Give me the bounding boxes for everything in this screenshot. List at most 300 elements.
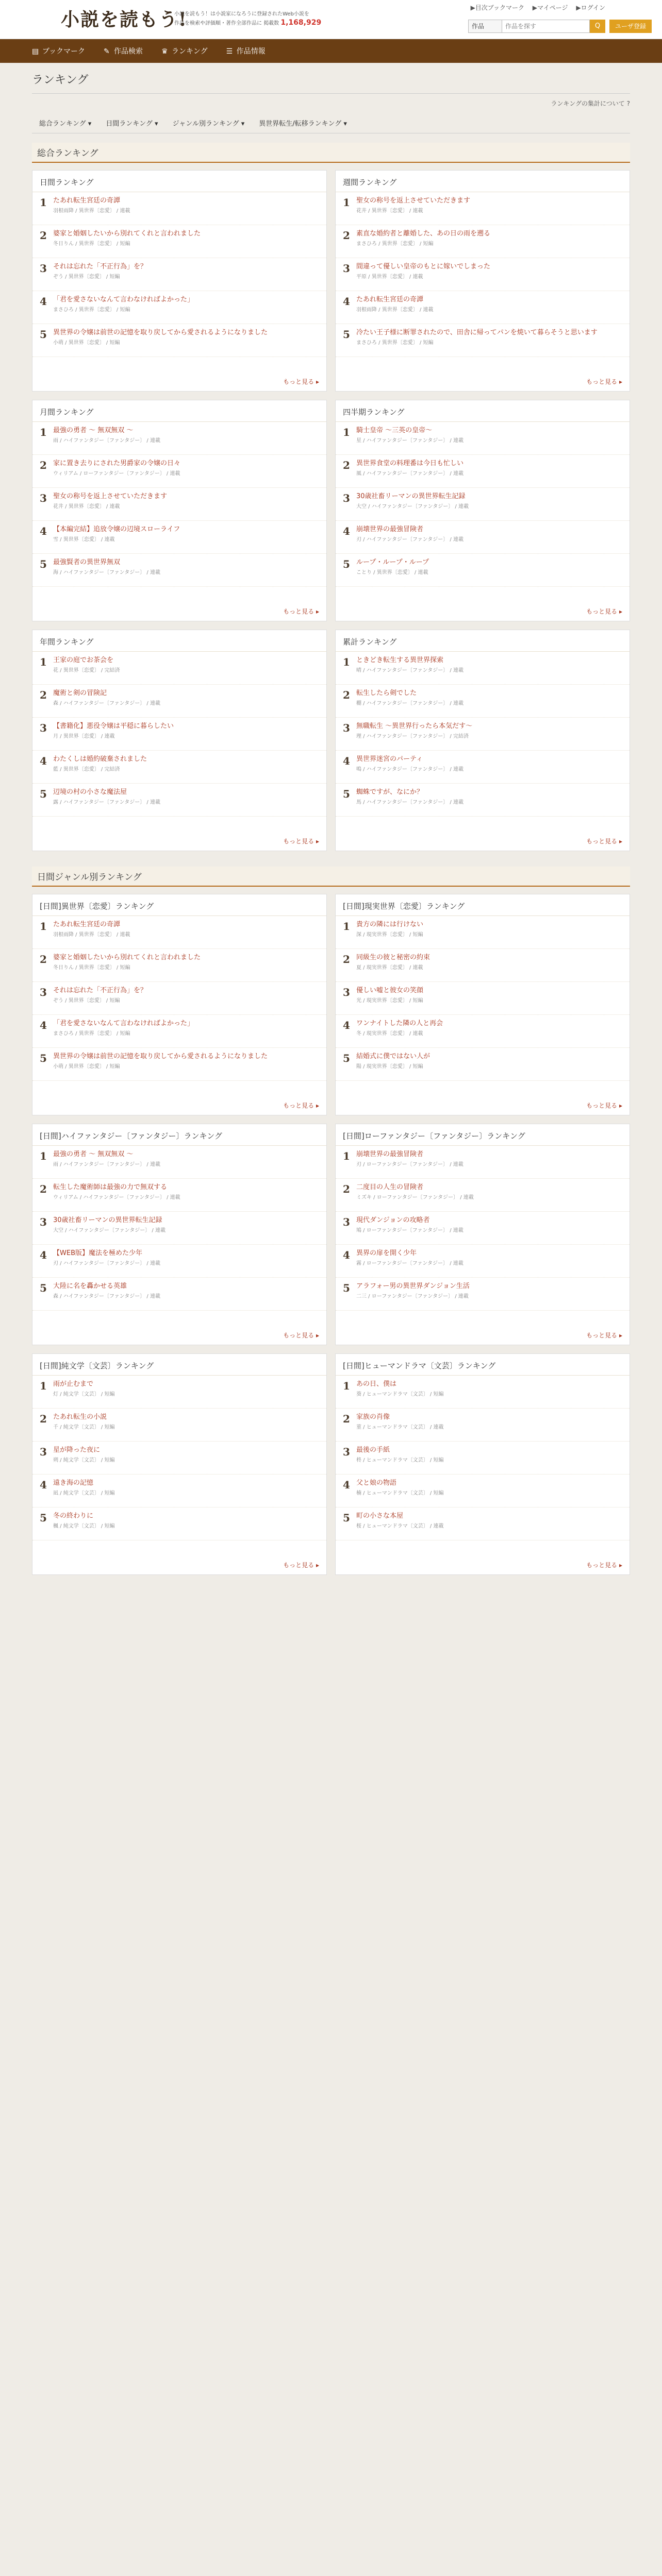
rank-number: 1 [343, 1380, 350, 1392]
ranking-entry [32, 1442, 326, 1475]
rank-number: 1 [40, 196, 47, 209]
novel-title-link[interactable]: たあれ転生宮廷の奇譚 [53, 921, 121, 928]
login-link[interactable]: ▶ログイン [576, 4, 605, 11]
novel-meta: 菫 / ヒューマンドラマ〔文芸〕 / 連載 [356, 1425, 444, 1430]
novel-meta: ぞう / 異世界〔恋愛〕 / 短編 [53, 274, 120, 280]
rank-number: 2 [343, 459, 350, 471]
entry-body [53, 1413, 319, 1437]
novel-title-link[interactable]: 遠き海の記憶 [53, 1479, 94, 1487]
ranking-entry [336, 225, 630, 258]
main-nav [0, 39, 662, 63]
more-link[interactable]: もっと見る ▸ [586, 378, 622, 385]
more-link[interactable]: もっと見る ▸ [283, 1562, 319, 1569]
rank-number: 1 [40, 656, 47, 668]
novel-meta: 冬日りん / 異世界〔恋愛〕 / 短編 [53, 965, 130, 971]
more-link[interactable]: もっと見る ▸ [586, 1562, 622, 1569]
novel-meta: 羽根雨降 / 異世界〔恋愛〕 / 連載 [53, 208, 130, 214]
rank-number: 5 [343, 1282, 350, 1294]
novel-meta: 馬 / ハイファンタジー〔ファンタジー〕 / 連載 [356, 800, 464, 805]
rank-number: 4 [343, 1249, 350, 1261]
ranking-entry [32, 1015, 326, 1048]
entry-body [356, 492, 622, 516]
ranking-tabs [32, 113, 630, 133]
novel-title-link[interactable]: 転生したら剣でした [356, 689, 417, 697]
novel-title-link[interactable]: ときどき転生する異世界探索 [356, 656, 444, 664]
ranking-box-title: [日間]ローファンタジー〔ファンタジー〕ランキング [336, 1124, 630, 1146]
rank-number: 1 [343, 656, 350, 668]
search-type-select[interactable]: 作品 [468, 20, 502, 33]
ranking-box [32, 170, 327, 392]
entry-body [53, 1150, 319, 1174]
entry-body [53, 229, 319, 253]
search-input[interactable] [502, 20, 590, 33]
nav-item-0[interactable] [32, 46, 85, 56]
ranking-entry [336, 291, 630, 324]
ranking-entry [336, 685, 630, 718]
ranking-box [32, 1353, 327, 1575]
novel-title-link[interactable]: 「君を愛さないなんて言わなければよかった」 [53, 296, 194, 303]
nav-item-label: 作品情報 [236, 47, 266, 56]
novel-title-link[interactable]: 家に置き去りにされた男爵家の令嬢の日々 [53, 460, 181, 467]
ranking-box [32, 400, 327, 621]
entry-body [356, 328, 622, 352]
novel-title-link[interactable]: 魔術と剣の冒険記 [53, 689, 107, 697]
novel-title-link[interactable]: 素直な婚約者と離婚した、あの日の雨を遡る [356, 230, 491, 238]
rank-number: 1 [40, 426, 47, 438]
rank-number: 2 [343, 229, 350, 242]
ranking-box-title: 年間ランキング [32, 630, 326, 652]
novel-meta: 柊 / ヒューマンドラマ〔文芸〕 / 短編 [356, 1458, 444, 1463]
ranking-entry [336, 1507, 630, 1540]
entry-body [356, 920, 622, 944]
ranking-entry [336, 718, 630, 751]
ranking-entry [32, 1212, 326, 1245]
site-tagline: 小説を読もう！は小説家になろうに登録されたWeb小説を 作品を検索や評価順・著作全部作品に 掲載数 1,168,929 [174, 11, 322, 27]
rank-number: 3 [343, 1446, 350, 1458]
novel-title-link[interactable]: 最強の勇者 ～ 無双無双 ～ [53, 1150, 134, 1158]
novel-meta: 灯 / 純文学〔文芸〕 / 短編 [53, 1392, 115, 1397]
list-icon: ☰ [226, 47, 233, 56]
book-icon: ▤ [32, 47, 39, 56]
ranking-box-title: [日間]ハイファンタジー〔ファンタジー〕ランキング [32, 1124, 326, 1146]
rank-number: 3 [40, 722, 47, 734]
novel-meta: ウィリアム / ハイファンタジー〔ファンタジー〕 / 連載 [53, 1195, 180, 1200]
novel-meta: 葵 / ヒューマンドラマ〔文芸〕 / 短編 [356, 1392, 444, 1397]
ranking-tab-1[interactable]: 日間ランキング ▾ [106, 120, 158, 128]
entry-body [53, 1052, 319, 1076]
novel-meta: 深 / 現実世界〔恋愛〕 / 短編 [356, 932, 423, 938]
novel-title-link[interactable]: 辺境の村の小さな魔法屋 [53, 788, 127, 796]
rank-number: 1 [343, 426, 350, 438]
novel-title-link[interactable]: アラフォー男の異世界ダンジョン生活 [356, 1282, 470, 1290]
site-header [0, 0, 662, 39]
ranking-entry [32, 554, 326, 587]
rank-number: 3 [40, 986, 47, 998]
novel-meta: まさひろ / 異世界〔恋愛〕 / 短編 [356, 241, 434, 247]
novel-title-link[interactable]: 間違って優しい皇帝のもとに嫁いでしまった [356, 263, 491, 270]
entry-body [53, 558, 319, 582]
novel-title-link[interactable]: 雨が止むまで [53, 1380, 94, 1388]
nav-item-1[interactable] [104, 46, 143, 56]
entry-body [356, 1413, 622, 1437]
ranking-section [32, 867, 630, 1583]
ranking-box-title: 月間ランキング [32, 400, 326, 422]
entry-body [53, 953, 319, 977]
novel-meta: ウィリアム / ローファンタジー〔ファンタジー〕 / 連載 [53, 471, 180, 477]
novel-title-link[interactable]: 30歳社畜リーマンの異世界転生記録 [356, 493, 466, 500]
novel-meta: 森 / ハイファンタジー〔ファンタジー〕 / 連載 [53, 1294, 160, 1299]
novel-title-link[interactable]: 【書籍化】悪役令嬢は平穏に暮らしたい [53, 722, 174, 730]
ranking-entry [336, 1048, 630, 1081]
rank-number: 2 [40, 1183, 47, 1195]
novel-title-link[interactable]: 蜘蛛ですが、なにか？ [356, 788, 424, 796]
entry-body [53, 459, 319, 483]
more-link[interactable]: もっと見る ▸ [283, 1102, 319, 1109]
novel-meta: 大空 / ハイファンタジー〔ファンタジー〕 / 連載 [356, 504, 469, 510]
ranking-entry [336, 916, 630, 949]
novel-title-link[interactable]: 冬の終わりに [53, 1512, 94, 1520]
ranking-box [335, 630, 630, 851]
novel-title-link[interactable]: 星が降った夜に [53, 1446, 101, 1454]
entry-body [356, 1216, 622, 1240]
rank-number: 3 [343, 262, 350, 275]
novel-title-link[interactable]: 最強賢者の異世界無双 [53, 558, 121, 566]
entry-body [356, 1052, 622, 1076]
entry-body [53, 525, 319, 549]
rank-number: 2 [40, 459, 47, 471]
novel-title-link[interactable]: 現代ダンジョンの攻略者 [356, 1216, 430, 1224]
ranking-entry [32, 422, 326, 455]
novel-meta: 霧 / ローファンタジー〔ファンタジー〕 / 連載 [356, 1261, 464, 1266]
novel-meta: 朔 / 純文学〔文芸〕 / 短編 [53, 1458, 115, 1463]
rank-number: 4 [40, 1019, 47, 1031]
novel-meta: 雨 / ハイファンタジー〔ファンタジー〕 / 連載 [53, 438, 160, 444]
ranking-box-title: 日間ランキング [32, 171, 326, 192]
ranking-entry [32, 949, 326, 982]
ranking-box-title: [日間]ヒューマンドラマ〔文芸〕ランキング [336, 1354, 630, 1376]
mypage-link[interactable]: ▶マイページ [532, 4, 568, 11]
more-link[interactable]: もっと見る ▸ [283, 838, 319, 845]
novel-title-link[interactable]: あの日、僕は [356, 1380, 397, 1388]
ranking-entry [336, 455, 630, 488]
novel-title-link[interactable]: 結婚式に僕ではない人が [356, 1053, 431, 1060]
novel-meta: 光 / 現実世界〔恋愛〕 / 短編 [356, 998, 423, 1004]
novel-title-link[interactable]: 家族の肖像 [356, 1413, 390, 1421]
novel-meta: 凪 / 純文学〔文芸〕 / 短編 [53, 1490, 115, 1496]
entry-body [53, 1019, 319, 1043]
novel-title-link[interactable]: 婆家と婚姻したいから別れてくれと言われました [53, 954, 201, 961]
ranking-entry [32, 784, 326, 817]
novel-meta: 藍 / 異世界〔恋愛〕 / 完結済 [53, 767, 120, 772]
ranking-box-title: 累計ランキング [336, 630, 630, 652]
ranking-entry [32, 718, 326, 751]
rank-number: 2 [40, 689, 47, 701]
ranking-entry [336, 521, 630, 554]
entry-body [356, 196, 622, 221]
novel-title-link[interactable]: 冷たい王子様に断罪されたので、田舎に帰ってパンを焼いて暮らそうと思います [356, 329, 598, 336]
ranking-box [335, 1353, 630, 1575]
novel-meta: ぞう / 異世界〔恋愛〕 / 短編 [53, 998, 120, 1004]
novel-title-link[interactable]: それは忘れた「不正行為」を？ [53, 987, 147, 994]
novel-title-link[interactable]: 【WEB版】魔法を極めた少年 [53, 1249, 142, 1257]
rank-number: 5 [40, 1512, 47, 1524]
novel-title-link[interactable]: 崩壊世界の最強冒険者 [356, 526, 424, 533]
entry-body [53, 1216, 319, 1240]
entry-body [53, 1282, 319, 1306]
ranking-box-title: 四半期ランキング [336, 400, 630, 422]
novel-title-link[interactable]: 貴方の隣には行けない [356, 921, 424, 928]
novel-title-link[interactable]: 同級生の彼と秘密の約束 [356, 954, 431, 961]
novel-meta: 星 / ハイファンタジー〔ファンタジー〕 / 連載 [356, 438, 464, 444]
ranking-entry [336, 422, 630, 455]
ranking-entry [336, 949, 630, 982]
entry-body [53, 920, 319, 944]
novel-title-link[interactable]: 30歳社畜リーマンの異世界転生記録 [53, 1216, 162, 1224]
ranking-entry [32, 685, 326, 718]
entry-body [53, 1446, 319, 1470]
novel-meta: 二三 / ローファンタジー〔ファンタジー〕 / 連載 [356, 1294, 469, 1299]
entry-body [53, 788, 319, 812]
novel-title-link[interactable]: 「君を愛さないなんて言わなければよかった」 [53, 1020, 194, 1027]
search-box [468, 20, 605, 33]
header-links [465, 3, 605, 12]
novel-meta: まさひろ / 異世界〔恋愛〕 / 短編 [53, 1031, 130, 1037]
ranking-entry [32, 455, 326, 488]
novel-title-link[interactable]: 異世界の令嬢は前世の記憶を取り戻してから愛されるようになりました [53, 1053, 268, 1060]
entry-body [53, 986, 319, 1010]
ranking-box [335, 400, 630, 621]
entry-body [53, 1512, 319, 1536]
novel-title-link[interactable]: 町の小さな本屋 [356, 1512, 404, 1520]
novel-title-link[interactable]: わたくしは婚約破棄されました [53, 755, 147, 763]
ranking-entry [336, 1376, 630, 1409]
novel-meta: 鳩 / ローファンタジー〔ファンタジー〕 / 連載 [356, 1228, 464, 1233]
ranking-box [335, 170, 630, 392]
ranking-page [32, 63, 630, 1583]
novel-title-link[interactable]: 転生した魔術師は最強の力で無双する [53, 1183, 168, 1191]
ranking-entry [32, 1278, 326, 1311]
rank-number: 4 [40, 525, 47, 537]
entry-body [53, 755, 319, 779]
rank-number: 3 [343, 722, 350, 734]
crown-icon: ♛ [161, 47, 168, 56]
novel-title-link[interactable]: 聖女の称号を返上させていただきます [53, 493, 168, 500]
ranking-box [32, 894, 327, 1115]
novel-title-link[interactable]: 異界の扉を開く少年 [356, 1249, 417, 1257]
rank-number: 5 [343, 788, 350, 800]
ranking-tab-2[interactable]: ジャンル別ランキング ▾ [172, 120, 245, 128]
ranking-entry [32, 291, 326, 324]
novel-meta: 小萌 / 異世界〔恋愛〕 / 短編 [53, 1064, 120, 1070]
novel-meta: 月 / 異世界〔恋愛〕 / 連載 [53, 734, 115, 739]
entry-body [53, 722, 319, 746]
novel-title-link[interactable]: 聖女の称号を返上させていただきます [356, 197, 471, 205]
rank-number: 5 [343, 558, 350, 570]
novel-title-link[interactable]: 最後の手紙 [356, 1446, 390, 1454]
ranking-box-title: [日間]現実世界〔恋愛〕ランキング [336, 894, 630, 916]
ranking-entry [32, 652, 326, 685]
novel-title-link[interactable]: たあれ転生宮廷の奇譚 [53, 197, 121, 205]
rank-number: 3 [343, 492, 350, 504]
novel-title-link[interactable]: 二度目の人生の冒険者 [356, 1183, 424, 1191]
rank-number: 1 [343, 1150, 350, 1162]
ranking-entry [336, 488, 630, 521]
entry-body [356, 426, 622, 450]
novel-meta: 花井 / 異世界〔恋愛〕 / 連載 [53, 504, 120, 510]
nav-item-2[interactable] [161, 46, 208, 56]
rank-number: 1 [40, 1150, 47, 1162]
novel-meta: ことり / 異世界〔恋愛〕 / 連載 [356, 570, 428, 575]
novel-title-link[interactable]: 【本編完結】追放令嬢の辺境スローライフ [53, 526, 180, 533]
novel-meta: 大空 / ハイファンタジー〔ファンタジー〕 / 連載 [53, 1228, 166, 1233]
entry-body [356, 262, 622, 286]
entry-body [356, 1282, 622, 1306]
rank-number: 1 [343, 920, 350, 933]
novel-title-link[interactable]: 異世界食堂の料理番は今日も忙しい [356, 460, 464, 467]
ranking-entry [336, 1015, 630, 1048]
entry-body [356, 459, 622, 483]
rank-number: 3 [343, 1216, 350, 1228]
ranking-entry [336, 1409, 630, 1442]
novel-meta: 羽根雨降 / 異世界〔恋愛〕 / 連載 [53, 932, 130, 938]
novel-meta: 平原 / 異世界〔恋愛〕 / 連載 [356, 274, 423, 280]
novel-title-link[interactable]: ワンナイトした隣の人と再会 [356, 1020, 443, 1027]
rank-number: 5 [40, 1052, 47, 1064]
ranking-box-title: [日間]純文学〔文芸〕ランキング [32, 1354, 326, 1376]
rank-number: 2 [343, 953, 350, 965]
ranking-entry [336, 324, 630, 357]
novel-meta: 楓 / 純文学〔文芸〕 / 短編 [53, 1523, 115, 1529]
novel-title-link[interactable]: 父と娘の物語 [356, 1479, 397, 1487]
novel-meta: 冬日りん / 異世界〔恋愛〕 / 短編 [53, 241, 130, 247]
entry-body [53, 1183, 319, 1207]
site-logo[interactable]: 小説を読もう! [61, 9, 188, 30]
entry-body [53, 262, 319, 286]
entry-body [356, 525, 622, 549]
novel-title-link[interactable]: ループ・ループ・ループ [356, 558, 429, 566]
novel-meta: 刃 / ハイファンタジー〔ファンタジー〕 / 連載 [53, 1261, 160, 1266]
entry-body [53, 196, 319, 221]
more-link[interactable]: もっと見る ▸ [283, 608, 319, 615]
novel-meta: 夏 / 現実世界〔恋愛〕 / 連載 [356, 965, 423, 971]
entry-body [53, 426, 319, 450]
entry-body [356, 788, 622, 812]
more-link[interactable]: もっと見る ▸ [283, 378, 319, 385]
rank-number: 3 [343, 986, 350, 998]
novel-title-link[interactable]: たあれ転生の小説 [53, 1413, 107, 1421]
entry-body [356, 1512, 622, 1536]
ranking-tab-0[interactable]: 総合ランキング ▾ [39, 120, 92, 128]
ranking-entry [32, 1409, 326, 1442]
entry-body [356, 1183, 622, 1207]
novel-meta: 刃 / ハイファンタジー〔ファンタジー〕 / 連載 [356, 537, 464, 543]
entry-body [356, 755, 622, 779]
ranking-entry [32, 192, 326, 225]
novel-title-link[interactable]: 異世界迷宮のパーティ [356, 755, 423, 763]
ranking-entry [336, 1475, 630, 1507]
rank-number: 5 [40, 558, 47, 570]
entry-body [356, 558, 622, 582]
nav-item-label: ブックマーク [42, 47, 86, 56]
section-heading: 日間ジャンル別ランキング [32, 867, 630, 887]
novel-title-link[interactable]: それは忘れた「不正行為」を？ [53, 263, 147, 270]
rank-number: 1 [343, 196, 350, 209]
rank-number: 4 [343, 525, 350, 537]
page-title: ランキング [32, 63, 630, 94]
more-link[interactable]: もっと見る ▸ [283, 1332, 319, 1339]
entry-body [53, 656, 319, 680]
rank-number: 4 [40, 1479, 47, 1491]
novel-meta: 露 / ハイファンタジー〔ファンタジー〕 / 連載 [53, 800, 160, 805]
rank-number: 5 [40, 1282, 47, 1294]
ranking-entry [336, 1442, 630, 1475]
novel-title-link[interactable]: 崩壊世界の最強冒険者 [356, 1150, 424, 1158]
novel-meta: 森 / ハイファンタジー〔ファンタジー〕 / 連載 [53, 701, 160, 706]
nav-item-label: 作品検索 [114, 47, 143, 56]
novel-meta: 鳴 / ハイファンタジー〔ファンタジー〕 / 連載 [356, 767, 464, 772]
rank-number: 5 [343, 328, 350, 341]
ranking-entry [32, 258, 326, 291]
ranking-box-title: [日間]異世界〔恋愛〕ランキング [32, 894, 326, 916]
rank-number: 4 [343, 755, 350, 767]
novel-meta: 風 / ハイファンタジー〔ファンタジー〕 / 連載 [356, 471, 464, 477]
more-link[interactable]: もっと見る ▸ [586, 1332, 622, 1339]
bookmark-link[interactable]: ▶目次ブックマーク [470, 4, 524, 11]
nav-item-3[interactable] [226, 46, 266, 56]
rank-number: 2 [40, 953, 47, 965]
ranking-entry [32, 1179, 326, 1212]
entry-body [356, 295, 622, 319]
ranking-entry [32, 488, 326, 521]
novel-title-link[interactable]: 婆家と婚姻したいから別れてくれと言われました [53, 230, 201, 238]
novel-title-link[interactable]: 王家の庭でお茶会を [53, 656, 114, 664]
entry-body [356, 1249, 622, 1273]
more-link[interactable]: もっと見る ▸ [586, 608, 622, 615]
entry-body [356, 722, 622, 746]
novel-meta: 晴 / ハイファンタジー〔ファンタジー〕 / 連載 [356, 668, 464, 673]
rank-number: 2 [343, 1183, 350, 1195]
user-register-button[interactable]: ユーザ登録 [609, 20, 652, 33]
rank-number: 2 [40, 229, 47, 242]
novel-title-link[interactable]: 無職転生 ～異世界行ったら本気だす～ [356, 722, 473, 730]
search-button[interactable]: Q [590, 20, 605, 33]
ranking-entry [336, 982, 630, 1015]
more-link[interactable]: もっと見る ▸ [586, 838, 622, 845]
tag-icon: ✎ [104, 47, 110, 56]
novel-title-link[interactable]: 最強の勇者 ～ 無双無双 ～ [53, 427, 134, 434]
rank-number: 5 [40, 328, 47, 341]
more-link[interactable]: もっと見る ▸ [586, 1102, 622, 1109]
novel-meta: 花井 / 異世界〔恋愛〕 / 連載 [356, 208, 423, 214]
rank-number: 2 [40, 1413, 47, 1425]
novel-meta: 冬 / 現実世界〔恋愛〕 / 連載 [356, 1031, 423, 1037]
ranking-entry [336, 1278, 630, 1311]
entry-body [356, 953, 622, 977]
novel-title-link[interactable]: 騎士皇帝 ～三英の皇帝～ [356, 427, 433, 434]
ranking-tab-3[interactable]: 異世界転生/転移ランキング ▾ [259, 120, 347, 128]
novel-title-link[interactable]: たあれ転生宮廷の奇譚 [356, 296, 424, 303]
novel-meta: 棚 / ハイファンタジー〔ファンタジー〕 / 連載 [356, 701, 464, 706]
novel-title-link[interactable]: 優しい嘘と彼女の笑顔 [356, 987, 424, 994]
novel-title-link[interactable]: 大陸に名を轟かせる英雄 [53, 1282, 127, 1290]
novel-title-link[interactable]: 異世界の令嬢は前世の記憶を取り戻してから愛されるようになりました [53, 329, 268, 336]
rank-number: 3 [40, 262, 47, 275]
ranking-explain-link[interactable]: ランキングの集計について ? [551, 100, 630, 107]
novel-meta: まさひろ / 異世界〔恋愛〕 / 短編 [356, 340, 434, 346]
entry-body [53, 1249, 319, 1273]
rank-number: 1 [40, 920, 47, 933]
ranking-entry [336, 652, 630, 685]
